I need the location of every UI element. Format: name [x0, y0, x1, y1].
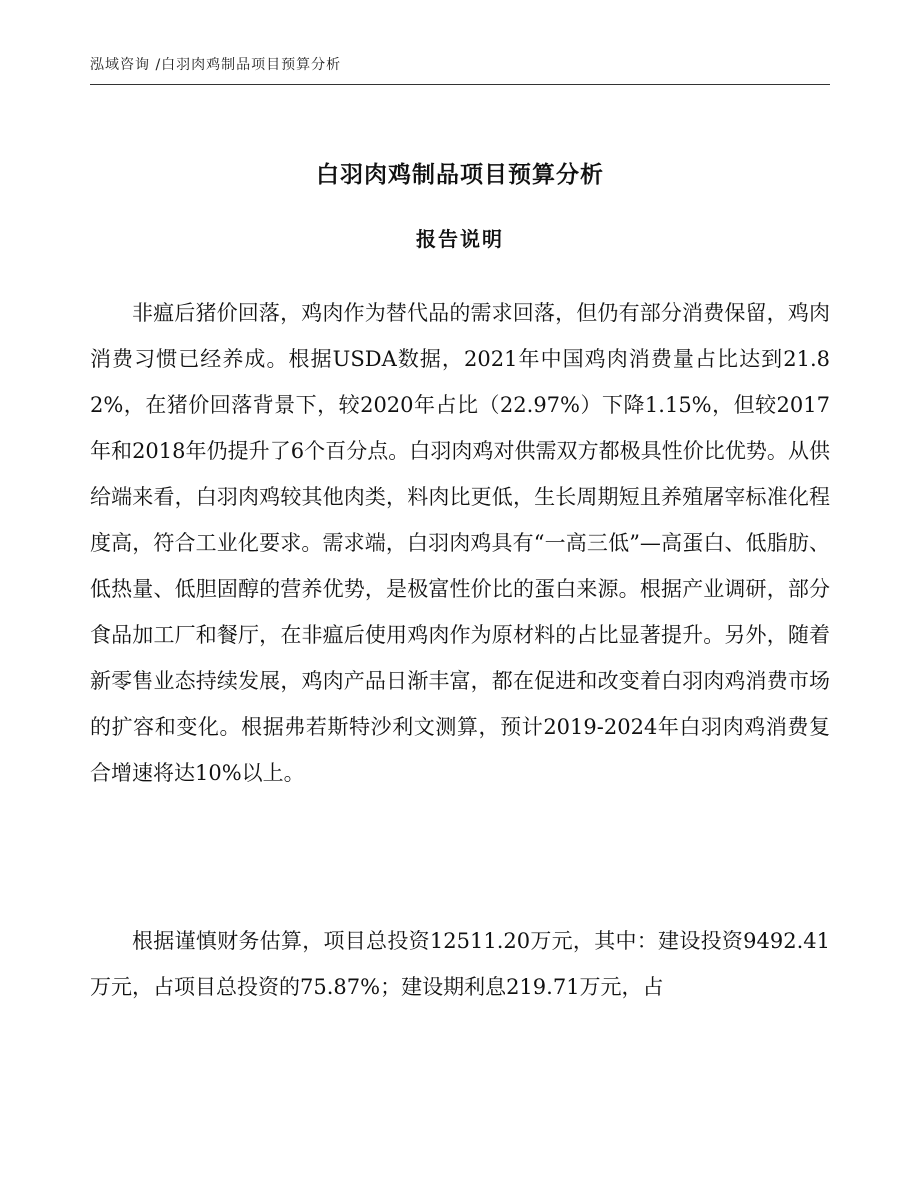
header-divider	[90, 84, 830, 85]
document-title: 白羽肉鸡制品项目预算分析	[316, 162, 604, 188]
body-paragraph-2: 根据谨慎财务估算，项目总投资12511.20万元，其中：建设投资9492.41万元，占项目总投资的75.87%；建设期利息219.71万元，占	[90, 929, 830, 999]
header-breadcrumb: 泓域咨询 /白羽肉鸡制品项目预算分析	[90, 57, 342, 73]
body-paragraph-1: 非瘟后猪价回落，鸡肉作为替代品的需求回落，但仍有部分消费保留，鸡肉消费习惯已经养成。根据USDA数据，2021年中国鸡肉消费量占比达到21.82%，在猪价回落背景下，较2020年占比（22.97%）下降1.15%，但较2017年和2018年仍提升了6个百分点。白羽肉鸡对供需双方都极具性价比优势。从供给端来看，白羽肉鸡较其他肉类，料肉比更低，生长周期短且养殖屠宰标准化程度高，符合工业化要求。需求端，白羽肉鸡具有“一高三低”—高蛋白、低脂肪、低热量、低胆固醇的营养优势，是极富性价比的蛋白来源。根据产业调研，部分食品加工厂和餐厅，在非瘟后使用鸡肉作为原材料的占比显著提升。另外，随着新零售业态持续发展，鸡肉产品日渐丰富，都在促进和改变着白羽肉鸡消费市场的扩容和变化。根据弗若斯特沙利文测算，预计2019-2024年白羽肉鸡消费复合增速将达10%以上。	[90, 301, 831, 785]
section-title-report-description: 报告说明	[416, 227, 504, 251]
